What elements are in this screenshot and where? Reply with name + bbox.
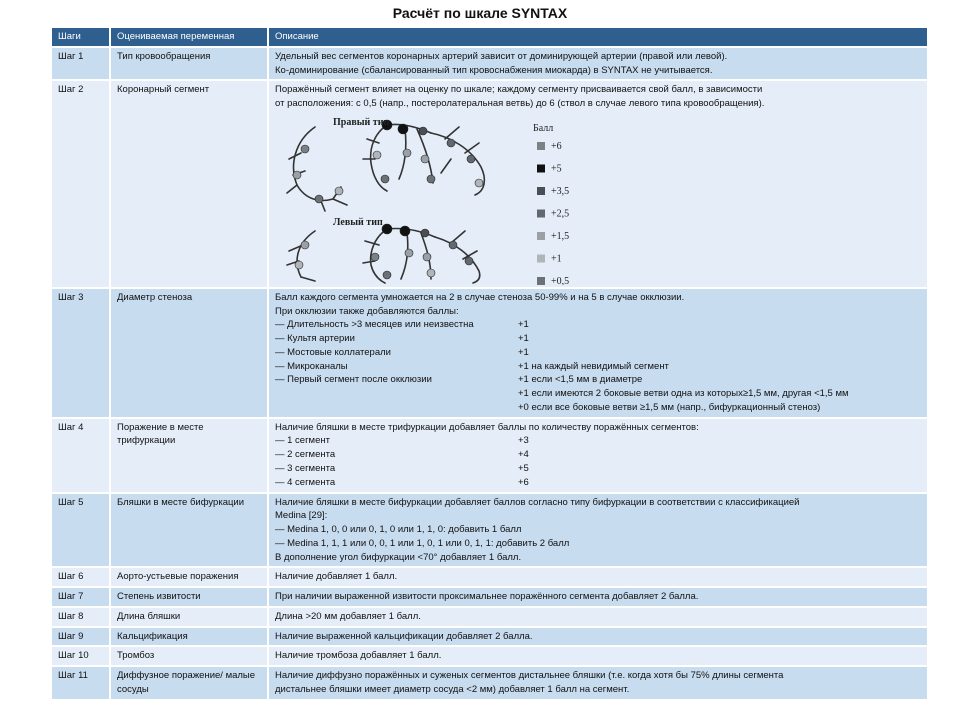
description-line: Наличие выраженной кальцификации добавляет 2 балла. [275, 630, 533, 642]
description-line: Удельный вес сегментов коронарных артерий зависит от доминирующей артерии (правой или левой). [275, 50, 728, 62]
criterion-score: +6 [518, 476, 529, 488]
criterion-score: +1 [518, 333, 529, 345]
left-type-label: Левый тип [333, 216, 383, 228]
criterion-label: — Первый сегмент после окклюзии [275, 374, 432, 386]
coronary-tree-figure [275, 113, 935, 285]
table-row [52, 493, 928, 568]
criterion-score: +1 на каждый невидимый сегмент [518, 360, 669, 372]
description-cell [268, 418, 928, 493]
description-cell [268, 666, 928, 700]
description-cell [268, 607, 928, 627]
criterion-label: — Длительность >3 месяцев или неизвестна [275, 319, 474, 331]
coronary-segment-diagram [275, 113, 921, 285]
criterion-score: +5 [518, 463, 529, 475]
variable-cell: Тип кровообращения [110, 47, 268, 81]
description-line: В дополнение угол бифуркации <70° добавляет 1 балл. [275, 551, 522, 563]
table-row [52, 607, 928, 627]
page-title: Расчёт по шкале SYNTAX [392, 5, 568, 21]
description-cell [268, 493, 928, 568]
criterion-score: +3 [518, 435, 529, 447]
step-cell: Шаг 6 [52, 567, 110, 587]
description-line: Балл каждого сегмента умножается на 2 в случае стеноза 50-99% и на 5 в случае окклюзии. [275, 291, 685, 303]
legend-swatch [537, 187, 545, 195]
legend-swatch [537, 164, 545, 172]
criterion-label: — 4 сегмента [275, 476, 336, 488]
variable-cell: Диаметр стеноза [110, 288, 268, 418]
variable-cell: Диффузное поражение/ малые сосуды [110, 666, 268, 700]
header-variable: Оцениваемая переменная [110, 28, 268, 47]
legend-swatch [537, 142, 545, 150]
description-line: Поражённый сегмент влияет на оценку по шкале; каждому сегменту присваивается свой балл, в зависимости [275, 84, 763, 96]
legend-swatch [537, 277, 545, 285]
step-cell: Шаг 5 [52, 493, 110, 568]
description-cell [268, 627, 928, 647]
occlusion-points-list [275, 318, 921, 414]
table-row [52, 47, 928, 81]
step-cell: Шаг 9 [52, 627, 110, 647]
table-row [52, 567, 928, 587]
right-type-label: Правый тип [333, 116, 390, 128]
description-line: Наличие бляшки в месте бифуркации добавляет баллов согласно типу бифуркации в соответствии с классификацией [275, 496, 800, 508]
table-row [52, 418, 928, 493]
description-line: дистальнее бляшки имеет диаметр сосуда <2 мм) добавляет 1 балл на сегмент. [275, 683, 630, 695]
step-cell: Шаг 1 [52, 47, 110, 81]
description-line: При окклюзии также добавляются баллы: [275, 305, 459, 317]
legend-label: +0,5 [551, 275, 570, 285]
table-row [52, 80, 928, 288]
criterion-score: +1 если имеются 2 боковые ветви одна из которых≥1,5 мм, другая <1,5 мм [518, 388, 849, 400]
variable-cell: Аорто-устьевые поражения [110, 567, 268, 587]
criterion-label: — 3 сегмента [275, 463, 336, 475]
criterion-label [275, 401, 518, 415]
criterion-label: — Мостовые коллатерали [275, 346, 391, 358]
legend-swatch [537, 232, 545, 240]
description-line: Длина >20 мм добавляет 1 балл. [275, 610, 421, 622]
legend-label: +6 [551, 140, 562, 152]
criterion-score: +1 если <1,5 мм в диаметре [518, 374, 643, 386]
description-cell [268, 80, 928, 288]
description-line: от расположения: с 0,5 (напр., постеролатеральная ветвь) до 6 (ствол в случае левого типа кровообращения). [275, 98, 765, 110]
legend-label: +2,5 [551, 208, 570, 220]
table-header-row [52, 28, 928, 47]
description-line: При наличии выраженной извитости проксимальнее поражённого сегмента добавляет 2 балла. [275, 591, 699, 603]
description-cell [268, 567, 928, 587]
step-cell: Шаг 4 [52, 418, 110, 493]
legend-label: +1 [551, 253, 562, 265]
table-row [52, 666, 928, 700]
variable-cell: Поражение в месте трифуркации [110, 418, 268, 493]
variable-cell: Степень извитости [110, 587, 268, 607]
score-legend [537, 141, 569, 285]
description-cell [268, 646, 928, 666]
description-cell [268, 288, 928, 418]
table-row [52, 646, 928, 666]
table-row [52, 627, 928, 647]
variable-cell: Коронарный сегмент [110, 80, 268, 288]
step-cell: Шаг 11 [52, 666, 110, 700]
description-line: Ко-доминирование (сбалансированный тип кровоснабжения миокарда) в SYNTAX не учитывается. [275, 64, 713, 76]
criterion-score: +1 [518, 346, 529, 358]
variable-cell: Тромбоз [110, 646, 268, 666]
header-steps: Шаги [52, 28, 110, 47]
criterion-label: — 1 сегмент [275, 435, 330, 447]
description-line: — Medina 1, 1, 1 или 0, 0, 1 или 1, 0, 1 или 0, 1, 1: добавить 2 балл [275, 537, 570, 549]
description-line: Наличие тромбоза добавляет 1 балл. [275, 650, 442, 662]
legend-swatch [537, 209, 545, 217]
criterion-label [275, 387, 518, 401]
table-row [52, 587, 928, 607]
step-cell: Шаг 8 [52, 607, 110, 627]
trifurcation-points-list [275, 434, 921, 489]
description-line: — Medina 1, 0, 0 или 0, 1, 0 или 1, 1, 0: добавить 1 балл [275, 524, 522, 536]
variable-cell: Кальцификация [110, 627, 268, 647]
description-line: Наличие диффузно поражённых и суженых сегментов дистальнее бляшки (т.е. когда хотя бы 75% длины сегмента [275, 670, 784, 682]
table-row [52, 288, 928, 418]
legend-label: +5 [551, 163, 562, 175]
legend-title: Балл [533, 122, 554, 134]
description-line: Наличие бляшки в месте трифуркации добавляет баллы по количеству поражённых сегментов: [275, 421, 699, 433]
criterion-score: +0 если все боковые ветви ≥1,5 мм (напр., бифуркационный стеноз) [518, 401, 821, 413]
step-cell: Шаг 2 [52, 80, 110, 288]
criterion-label: — Микроканалы [275, 360, 348, 372]
description-cell [268, 47, 928, 81]
description-line: Наличие добавляет 1 балл. [275, 571, 398, 583]
step-cell: Шаг 10 [52, 646, 110, 666]
criterion-score: +1 [518, 319, 529, 331]
legend-label: +3,5 [551, 185, 570, 197]
legend-label: +1,5 [551, 230, 570, 242]
variable-cell: Длина бляшки [110, 607, 268, 627]
header-description: Описание [268, 28, 928, 47]
criterion-label: — 2 сегмента [275, 449, 336, 461]
legend-swatch [537, 254, 545, 262]
criterion-score: +4 [518, 449, 529, 461]
variable-cell: Бляшки в месте бифуркации [110, 493, 268, 568]
criterion-label: — Культя артерии [275, 333, 355, 345]
description-cell [268, 587, 928, 607]
step-cell: Шаг 7 [52, 587, 110, 607]
description-line: Medina [29]: [275, 510, 328, 522]
step-cell: Шаг 3 [52, 288, 110, 418]
syntax-table [52, 28, 929, 701]
